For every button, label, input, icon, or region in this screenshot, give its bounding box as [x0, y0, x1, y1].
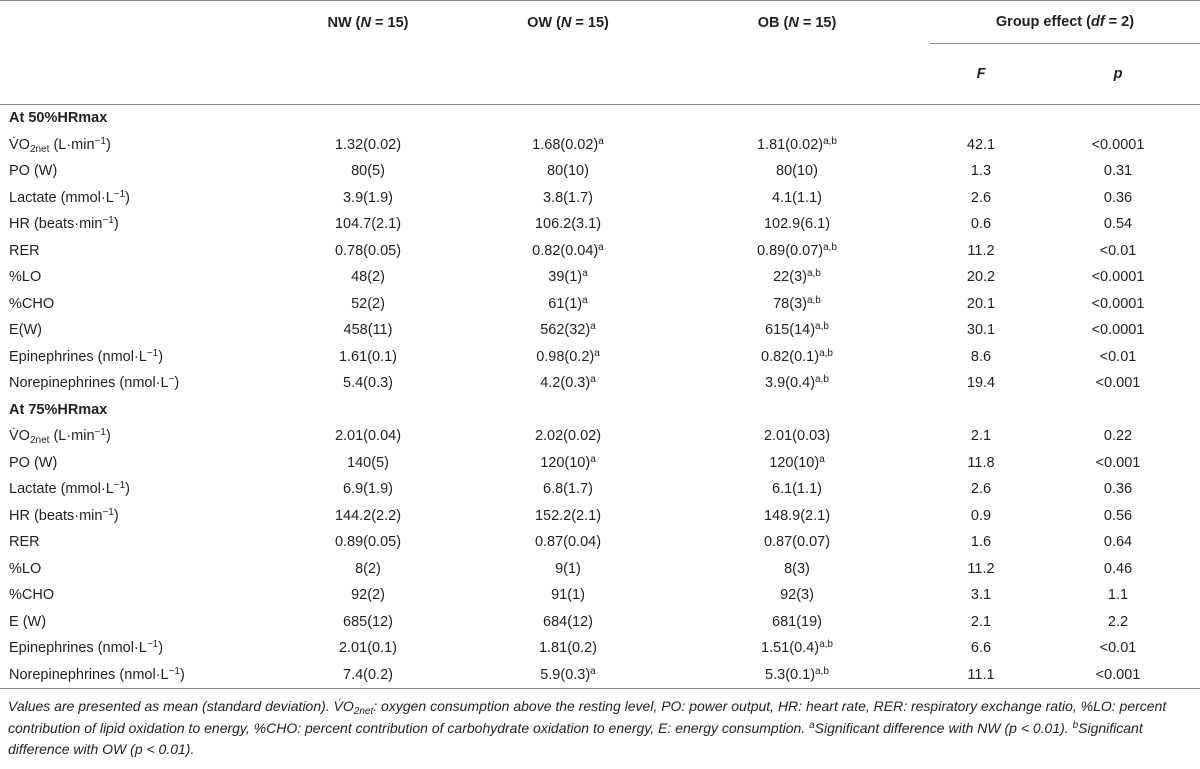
cell-p: 0.31 — [1103, 163, 1133, 180]
cell-ob: $0.89(0.07)^{a,b}$ — [756, 241, 837, 259]
cell-nw: 1.61(0.1) — [338, 348, 398, 365]
table-row — [0, 264, 1200, 291]
cell-f: 0.6 — [970, 216, 992, 233]
cell-nw: 52(2) — [351, 295, 385, 312]
cell-ow: $4.2(0.3)^a$ — [540, 374, 596, 392]
header-row-2 — [0, 44, 1200, 105]
header-group-effect: Group effect (df = 2) — [926, 1, 1200, 44]
table-row — [0, 582, 1200, 609]
cell-nw: 48(2) — [351, 269, 385, 286]
table-row — [0, 609, 1200, 636]
cell-ow: $0.82(0.04)^a$ — [532, 241, 604, 259]
cell-label: HR $(beats\cdot\min^{-1})$ — [9, 506, 119, 524]
table-footnote: Values are presented as mean (standard deviation). $V̇O_{2net}$: oxygen consumption above the resting level, PO: power output, HR: heart rate, RER: respiratory exchange ratio, %LO: percent contribution of lipid oxidation to energy, %CHO: percent contribution of carbohydrate oxidation to energy, E: energy consumption. $^a$Significant difference with NW (p < 0.01). $^b$Significant difference with OW (p < 0.01). — [8, 698, 1167, 757]
cell-label: %CHO — [9, 295, 55, 312]
cell-p: <0.0001 — [1091, 269, 1145, 286]
header-empty-cell — [668, 44, 926, 105]
cell-f: 1.6 — [970, 534, 992, 551]
cell-ow: 106.2(3.1) — [534, 216, 602, 233]
header-empty-cell — [0, 44, 268, 105]
cell-p: 0.54 — [1103, 216, 1133, 233]
cell-ow: $39(1)^a$ — [548, 268, 588, 286]
cell-p: 0.36 — [1103, 189, 1133, 206]
cell-ob: $0.82(0.1)^{a,b}$ — [761, 347, 833, 365]
cell-label: PO (W) — [9, 454, 58, 471]
table-row — [0, 662, 1200, 689]
cell-ow: 6.8(1.7) — [543, 481, 593, 498]
cell-nw: 80(5) — [351, 163, 385, 180]
cell-ow: $0.98(0.2)^a$ — [536, 347, 600, 365]
cell-ow: 1.81(0.2) — [538, 640, 598, 657]
cell-nw: 92(2) — [351, 587, 385, 604]
cell-label: Norepinephrines $(nmol\cdot L^{-1})$ — [0, 662, 268, 689]
cell-p: <0.0001 — [1091, 322, 1145, 339]
cell-nw: 2.01(0.04) — [334, 428, 402, 445]
cell-f: 2.1 — [970, 613, 992, 630]
cell-ob: 2.01(0.03) — [763, 428, 831, 445]
cell-p: <0.0001 — [1091, 136, 1145, 153]
cell-nw: 685(12) — [343, 613, 393, 630]
header-ob: OB (N = 15) — [757, 14, 837, 31]
cell-label: PO (W) — [9, 163, 58, 180]
cell-f: 11.1 — [926, 662, 1036, 689]
cell-f: 20.1 — [966, 295, 996, 312]
cell-f: 42.1 — [966, 136, 996, 153]
cell-f: 20.2 — [966, 269, 996, 286]
table-row — [0, 476, 1200, 503]
cell-label: HR $(beats\cdot\min^{-1})$ — [9, 215, 119, 233]
header-empty-cell — [0, 1, 268, 44]
cell-p: <0.0001 — [1091, 295, 1145, 312]
cell-label: Lactate $(mmol\cdot L^{-1})$ — [9, 480, 131, 498]
table-row — [0, 185, 1200, 212]
cell-ob: $22(3)^{a,b}$ — [773, 268, 821, 286]
section-header-row — [0, 105, 1200, 132]
table-row — [0, 317, 1200, 344]
cell-f: 8.6 — [970, 348, 992, 365]
cell-p: <0.001 — [1095, 454, 1141, 471]
cell-f: 11.2 — [967, 560, 995, 577]
cell-ob: $120(10)^a$ — [769, 453, 825, 471]
cell-ow: $1.68(0.02)^a$ — [532, 135, 604, 153]
cell-nw: 0.89(0.05) — [334, 534, 402, 551]
cell-ow: 9(1) — [555, 560, 581, 577]
header-row-1 — [0, 1, 1200, 44]
cell-label: %LO — [9, 560, 42, 577]
cell-f: 2.1 — [970, 428, 992, 445]
cell-p: 0.56 — [1103, 507, 1133, 524]
table-row — [0, 344, 1200, 371]
table-row — [0, 450, 1200, 477]
cell-ob: $5.3(0.1)^{a,b}$ — [668, 662, 926, 689]
header-p: p — [1036, 44, 1200, 105]
cell-p: 0.64 — [1103, 534, 1133, 551]
cell-f: 2.6 — [970, 481, 992, 498]
cell-ob: 148.9(2.1) — [763, 507, 831, 524]
cell-f: 11.8 — [967, 454, 995, 471]
cell-f: 1.3 — [970, 163, 992, 180]
cell-ob: $3.9(0.4)^{a,b}$ — [765, 374, 829, 392]
table-row — [0, 423, 1200, 450]
cell-nw: 3.9(1.9) — [343, 189, 393, 206]
cell-ob: 4.1(1.1) — [772, 189, 822, 206]
header-nw: NW (N = 15) — [327, 14, 409, 31]
cell-label: Norepinephrines (nmol·L−) — [9, 374, 180, 392]
cell-ow: 3.8(1.7) — [543, 189, 593, 206]
cell-p: <0.001 — [1095, 375, 1141, 392]
cell-label: RER — [9, 534, 40, 551]
cell-p: 0.36 — [1103, 481, 1133, 498]
cell-nw: 458(11) — [343, 322, 393, 339]
cell-ob: $1.51(0.4)^{a,b}$ — [761, 639, 833, 657]
cell-label: RER — [9, 242, 40, 259]
table-row — [0, 132, 1200, 159]
section-header-row — [0, 397, 1200, 424]
cell-f: 2.6 — [970, 189, 992, 206]
cell-ob: 6.1(1.1) — [772, 481, 822, 498]
cell-label: %LO — [9, 269, 42, 286]
cell-ob: $1.81(0.02)^{a,b}$ — [756, 135, 837, 153]
cell-label: Epinephrines $(nmol\cdot L^{-1})$ — [9, 347, 164, 365]
cell-ob: $78(3)^{a,b}$ — [773, 294, 821, 312]
cell-p: <0.01 — [1099, 242, 1137, 259]
header-empty-cell — [268, 44, 468, 105]
cell-ob: 80(10) — [776, 163, 818, 180]
table-body — [0, 105, 1200, 689]
cell-p: 0.46 — [1103, 560, 1133, 577]
table-row — [0, 556, 1200, 583]
cell-f: 11.2 — [967, 242, 995, 259]
section-title: At 50%HRmax — [9, 110, 108, 127]
cell-p: <0.01 — [1099, 348, 1137, 365]
cell-ob: $615(14)^{a,b}$ — [765, 321, 829, 339]
cell-f: 6.6 — [970, 640, 992, 657]
cell-nw: 144.2(2.2) — [334, 507, 402, 524]
cell-f: 30.1 — [966, 322, 996, 339]
cell-f: 19.4 — [966, 375, 996, 392]
table-row — [0, 158, 1200, 185]
cell-label: E (W) — [9, 613, 47, 630]
cell-nw: 140(5) — [347, 454, 389, 471]
cell-ow: $562(32)^a$ — [540, 321, 596, 339]
table-row — [0, 238, 1200, 265]
table-row — [0, 529, 1200, 556]
cell-ob: 681(19) — [772, 613, 822, 630]
cell-ow: 684(12) — [543, 613, 593, 630]
cell-ob: 0.87(0.07) — [763, 534, 831, 551]
cell-ob: 92(3) — [780, 587, 814, 604]
cell-p: 0.22 — [1103, 428, 1133, 445]
cell-ob: 8(3) — [784, 560, 810, 577]
cell-nw: 5.4(0.3) — [343, 375, 393, 392]
cell-p: 2.2 — [1107, 613, 1129, 630]
section-title: At 75%HRmax — [9, 401, 108, 418]
table-row — [0, 291, 1200, 318]
cell-nw: 8(2) — [355, 560, 381, 577]
cell-nw: 1.32(0.02) — [334, 136, 402, 153]
cell-p: 1.1 — [1107, 587, 1129, 604]
header-empty-cell — [468, 44, 668, 105]
cell-f: 3.1 — [970, 587, 992, 604]
cell-nw: 104.7(2.1) — [334, 216, 402, 233]
cell-ow: 2.02(0.02) — [534, 428, 602, 445]
cell-ow: $61(1)^a$ — [548, 294, 588, 312]
cell-label: Lactate $(mmol\cdot L^{-1})$ — [9, 188, 131, 206]
cell-nw: 7.4(0.2) — [268, 662, 468, 689]
cell-nw: 2.01(0.1) — [338, 640, 398, 657]
table-row — [0, 211, 1200, 238]
cell-f: 0.9 — [970, 507, 992, 524]
cell-p: <0.01 — [1099, 640, 1137, 657]
cell-nw: 6.9(1.9) — [343, 481, 393, 498]
cell-label: Epinephrines $(nmol\cdot L^{-1})$ — [9, 639, 164, 657]
cell-label: %CHO — [9, 587, 55, 604]
cell-p: <0.001 — [1036, 662, 1200, 689]
cell-nw: 0.78(0.05) — [334, 242, 402, 259]
cell-label: E(W) — [9, 322, 43, 339]
cell-ow: 152.2(2.1) — [534, 507, 602, 524]
cell-ob: 102.9(6.1) — [763, 216, 831, 233]
cell-ow: $5.9(0.3)^a$ — [468, 662, 668, 689]
cell-ow: 91(1) — [551, 587, 585, 604]
cell-ow: 80(10) — [547, 163, 589, 180]
header-ow: OW (N = 15) — [527, 14, 609, 31]
header-f: F — [926, 44, 1036, 105]
cell-label: $V̇O_{2net}$ $(L\cdot\min^{-1})$ — [9, 135, 111, 155]
table-row — [0, 503, 1200, 530]
cell-ow: $120(10)^a$ — [540, 453, 596, 471]
table-row — [0, 635, 1200, 662]
table-row — [0, 370, 1200, 397]
cell-label: $V̇O_{2net}$ $(L\cdot\min^{-1})$ — [9, 427, 111, 447]
cell-ow: 0.87(0.04) — [534, 534, 602, 551]
